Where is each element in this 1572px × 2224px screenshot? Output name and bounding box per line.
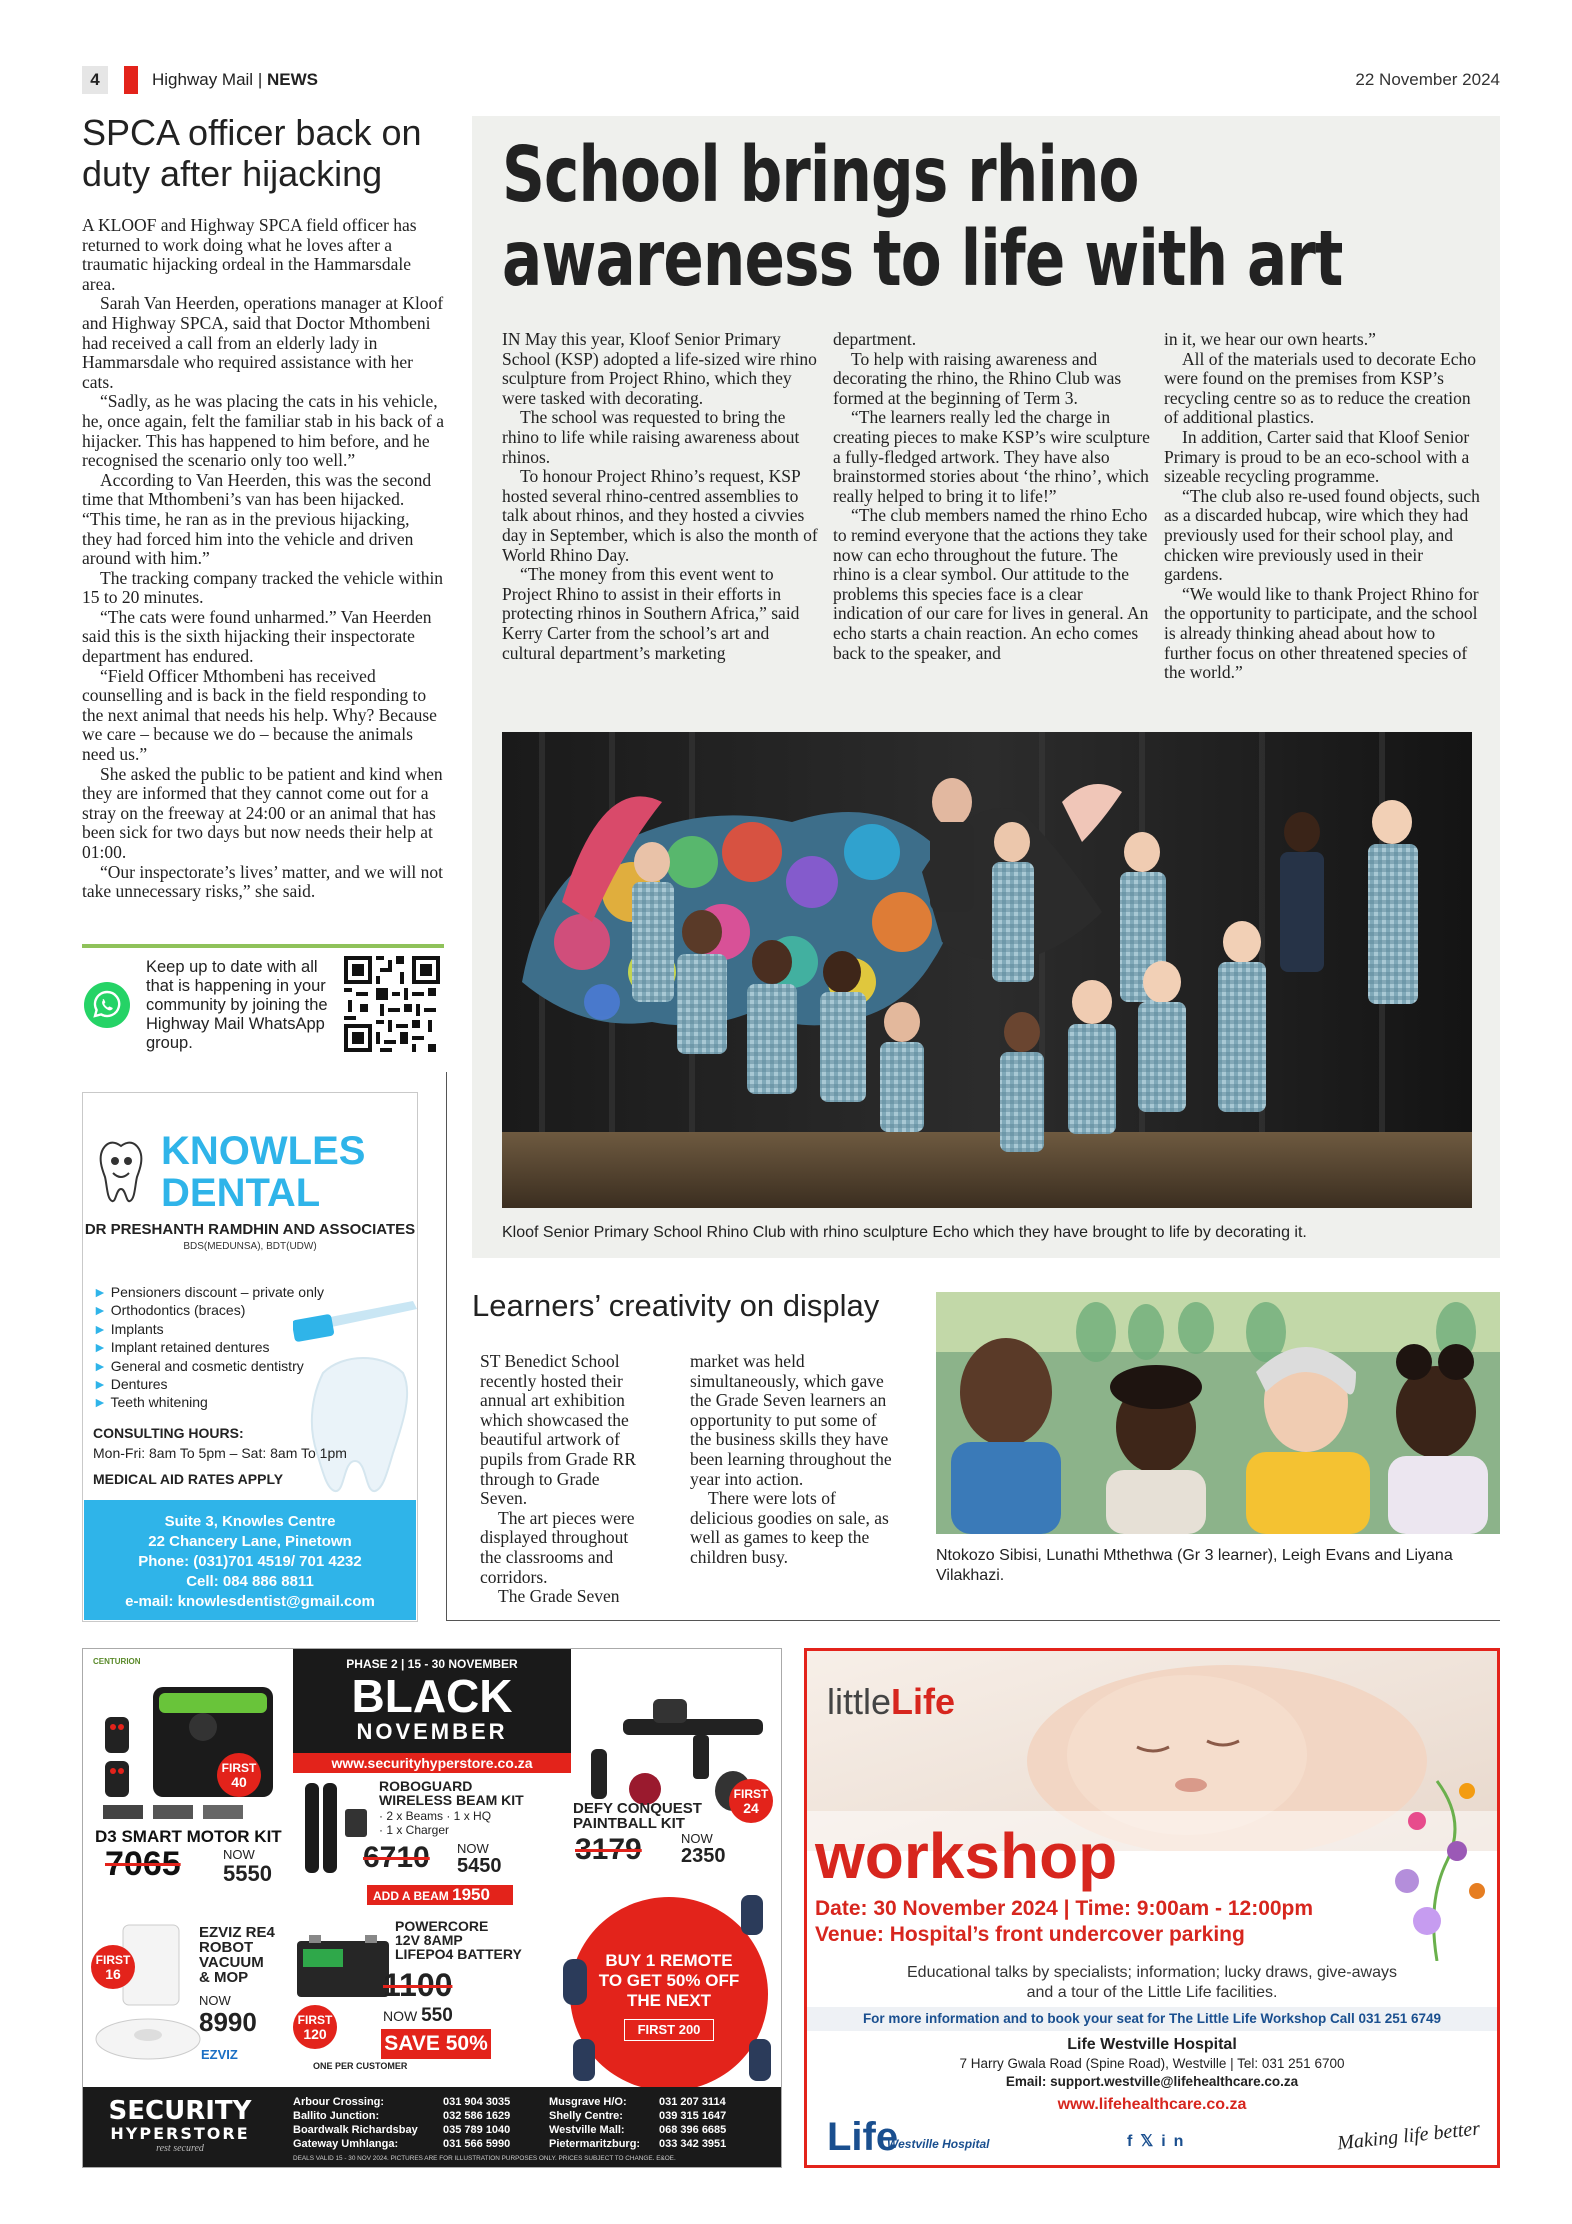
divider <box>446 1072 447 1620</box>
life-brand-logo: Life <box>827 2115 899 2159</box>
paragraph: in it, we hear our own hearts.” <box>1164 329 1376 349</box>
vacuum-now-price: 8990 <box>199 2007 257 2037</box>
hospital-address: 7 Harry Gwala Road (Spine Road), Westville | Tel: 031 251 6700 <box>959 2056 1345 2071</box>
vacuum-now-label: NOW <box>199 1993 231 2008</box>
page-number: 4 <box>82 66 108 94</box>
list-item: ► Implant retained dentures <box>93 1339 270 1356</box>
spca-headline: SPCA officer back on duty after hijacking <box>82 112 422 194</box>
workshop-venue: Venue: Hospital’s front undercover parking <box>815 1923 1245 1946</box>
beam-spec: · 2 x Beams · 1 x HQ <box>379 1809 492 1823</box>
beam-name1: ROBOGUARD <box>379 1778 473 1794</box>
dental-header <box>83 1093 417 1221</box>
gate-motor-icon <box>93 1677 283 1827</box>
paragraph: There were lots of delicious goodies on sale, as well as games to keep the children busy. <box>690 1488 889 1567</box>
beam-spec: · 1 x Charger <box>379 1823 450 1837</box>
issue-date: 22 November 2024 <box>1355 70 1500 89</box>
tooth-mascot-icon <box>93 1135 149 1207</box>
black-november-banner <box>293 1649 571 1753</box>
social-icons[interactable] <box>1127 2131 1207 2151</box>
branch-row: Arbour Crossing: 031 904 3035 <box>293 2096 511 2108</box>
branch-row: Musgrave H/O: 031 207 3114 <box>549 2096 726 2108</box>
paragraph: The Grade Seven <box>498 1586 620 1607</box>
battery-note: ONE PER CUSTOMER <box>313 2061 408 2071</box>
branch-row: Westville Mall: 068 396 6685 <box>549 2124 727 2136</box>
main-story-column-2 <box>833 330 1151 663</box>
vacuum-badge: FIRST 16 <box>91 1945 135 1989</box>
slogan: Making life better <box>1336 2117 1482 2155</box>
spca-paragraph: “Field Officer Mthombeni has received counselling and is back in the field responding to the next animal that needs his help. Why? Because we care – because we do – because the animals need us.” <box>82 665 437 765</box>
promo-phase: PHASE 2 | 15 - 30 NOVEMBER <box>346 1657 518 1671</box>
vacuum-name: EZVIZ RE4 ROBOT VACUUM & MOP <box>199 1924 275 1986</box>
spca-paragraph: The tracking company tracked the vehicle within 15 to 20 minutes. <box>82 567 444 608</box>
store-footer <box>83 2087 782 2168</box>
dental-name-line2: DENTAL <box>161 1171 321 1215</box>
learners-photo-caption: Ntokozo Sibisi, Lunathi Mthethwa (Gr 3 learner), Leigh Evans and Liyana Vilakhazi. <box>936 1547 1453 1584</box>
dental-qualifications: BDS(MEDUNSA), BDT(UDW) <box>183 1241 317 1252</box>
paragraph: To honour Project Rhino’s request, KSP hosted several rhino-centred assemblies to talk about rhinos, and they hosted a civvies day in September, which is also the month of World Rhino Day. <box>502 466 818 565</box>
battery-now: NOW 550 <box>383 2005 453 2026</box>
list-item: ► Teeth whitening <box>93 1394 208 1411</box>
flower-decoration-icon <box>1367 1761 1497 1961</box>
paragraph: “The club members named the rhino Echo to remind everyone that the actions they take now can echo throughout the future. The rhino is a clear symbol. Our attitude to the problems this species face is a clear indication of our care for lives in general. An echo starts a chain reaction. An echo comes back to the speaker, and <box>833 505 1149 663</box>
hospital-website[interactable]: www.lifehealthcare.co.za <box>1057 2096 1247 2113</box>
learners-column-2 <box>690 1352 902 1568</box>
workshop-description: Educational talks by specialists; information; lucky draws, give-aways and a tour of the Little Life facilities. <box>907 1964 1397 2001</box>
branch-row: Shelly Centre: 039 315 1647 <box>549 2110 727 2122</box>
paragraph: ST Benedict School recently hosted their annual art exhibition which showcased the beautiful artwork of pupils from Grade RR through to Grade Seven. <box>480 1351 637 1509</box>
divider <box>82 944 444 948</box>
facebook-icon[interactable]: f <box>1127 2133 1141 2150</box>
little-life-logo: littleLife <box>827 1681 956 1722</box>
branch-row: Ballito Junction: 032 586 1629 <box>293 2110 511 2122</box>
ezviz-logo: EZVIZ <box>201 2047 238 2062</box>
beam-sensor-icon <box>301 1779 371 1879</box>
security-hyperstore-ad[interactable] <box>82 1648 782 2168</box>
paintball-now-price: 2350 <box>681 1845 726 1867</box>
branch-list <box>549 2095 779 2151</box>
dental-contact-box <box>84 1500 416 1620</box>
store-url[interactable]: www.securityhyperstore.co.za <box>293 1753 571 1773</box>
paragraph: department. <box>833 329 917 349</box>
battery-badge: FIRST 120 <box>293 2005 337 2049</box>
learners-photo <box>936 1292 1500 1534</box>
remote-offer-line: BUY 1 REMOTE <box>605 1951 733 1970</box>
section-color-bar <box>124 66 138 94</box>
disclaimer: DEALS VALID 15 - 30 NOV 2024. PICTURES ARE FOR ILLUSTRATION PURPOSES ONLY. PRICES SUBJECT TO CHANGE. E&OE. <box>293 2155 676 2162</box>
spca-paragraph: “Sadly, as he was placing the cats in his vehicle, he, once again, felt the familiar stab in his back of a hijacker. This has happened to him before, and he recognised the scenario only too well.” <box>82 391 445 471</box>
whatsapp-promo-text: Keep up to date with all that is happening in your community by joining the Highway Mail WhatsApp group. <box>146 958 328 1052</box>
remote-offer-line: THE NEXT <box>626 1991 712 2010</box>
motor-now-label: NOW <box>223 1847 255 1862</box>
publication-name: Highway Mail <box>152 70 254 89</box>
list-item: ► Orthodontics (braces) <box>93 1302 246 1319</box>
motor-now-price: 5550 <box>223 1861 272 1886</box>
list-item: ► Pensioners discount – private only <box>93 1284 324 1300</box>
paragraph: “The club also re-used found objects, such as a discarded hubcap, wire which they had previously used for their school play, and chicken wire previously used in their gardens. <box>1164 485 1480 585</box>
whatsapp-icon[interactable] <box>84 982 130 1028</box>
booking-info: For more information and to book your seat for The Little Life Workshop Call 031 251 6749 <box>807 2007 1497 2031</box>
paragraph: “We would like to thank Project Rhino for the opportunity to participate, and the school is already thinking ahead about how to further focus on other threatened species of the world.” <box>1164 583 1479 683</box>
linkedin-icon[interactable]: in <box>1161 2133 1192 2150</box>
remote-offer-line: TO GET 50% OFF <box>598 1971 740 1990</box>
paintball-name1: DEFY CONQUEST <box>573 1800 702 1817</box>
main-story-column-3 <box>1164 330 1482 683</box>
learners-column-1 <box>480 1352 650 1607</box>
rhino-club-photo <box>502 732 1472 1208</box>
paragraph: “The learners really led the charge in creating pieces to make KSP’s wire sculpture a fully-fledged artwork. They have also brainstormed stories about ‘the rhino’, which really helped to bring it to life!” <box>833 407 1150 506</box>
dental-name-line1: KNOWLES <box>161 1129 366 1173</box>
branch-row: Boardwalk Richardsbay 035 789 1040 <box>293 2124 511 2136</box>
battery-save-badge: SAVE 50% <box>381 2029 491 2059</box>
little-life-workshop-ad[interactable] <box>804 1648 1500 2168</box>
remote-badge: FIRST 200 <box>624 2019 714 2041</box>
spca-paragraph: “The cats were found unharmed.” Van Heerden said this is the sixth hijacking their inspectorate department has endured. <box>82 606 432 667</box>
promo-black: BLACK <box>351 1670 513 1722</box>
paragraph: “The money from this event went to Project Rhino to assist in their efforts in protecting rhinos in Southern Africa,” said Kerry Carter from the school’s art and cultural department’s marketing <box>502 564 800 663</box>
paintball-name2: PAINTBALL KIT <box>573 1815 685 1832</box>
paintball-now-label: NOW <box>681 1831 713 1846</box>
main-story-column-1 <box>502 330 820 663</box>
spca-paragraph: “Our inspectorate’s lives’ matter, and we will not take unnecessary risks,” she said. <box>82 861 444 902</box>
section-name: NEWS <box>266 70 318 89</box>
beam-now-label: NOW <box>457 1841 489 1856</box>
workshop-title: workshop <box>815 1820 1118 1892</box>
remote-control-icon <box>553 1889 782 2089</box>
paintball-old-price: 3179 <box>575 1833 642 1866</box>
divider <box>446 1620 1500 1621</box>
dental-hours: Mon-Fri: 8am To 5pm – Sat: 8am To 1pm <box>93 1445 347 1461</box>
branch-row: Pietermaritzburg: 033 342 3951 <box>549 2138 727 2150</box>
hospital-name: Life Westville Hospital <box>1067 2036 1237 2053</box>
list-item: ► Dentures <box>93 1376 168 1393</box>
life-brand-sub: Westville Hospital <box>887 2137 990 2151</box>
spca-paragraph: Sarah Van Heerden, operations manager at Kloof and Highway SPCA, said that Doctor Mthombeni had received a call from an elderly lady in Hammarsdale who required assistance with her cats. <box>82 293 444 392</box>
dental-phone[interactable]: Phone: (031)701 4519/ 701 4232 <box>138 1553 362 1570</box>
spca-paragraph: According to Van Heerden, this was the second time that Mthombeni’s van has been hijacked. “This time, he ran as in the previous hijacking, they had forced him into the vehicle and driven around with him.” <box>82 469 432 569</box>
spca-paragraph: She asked the public to be patient and kind when they are informed that they cannot come out for a stray on the freeway at 24:00 or an animal that has been sick for two days but now needs their help at 01:00. <box>82 763 443 862</box>
motor-old-price: 7065 <box>105 1845 181 1883</box>
workshop-date: Date: 30 November 2024 | Time: 9:00am - 12:00pm <box>815 1897 1314 1920</box>
dental-cell[interactable]: Cell: 084 886 8811 <box>186 1573 314 1590</box>
dental-address: 22 Chancery Lane, Pinetown <box>148 1533 352 1550</box>
publication-section: Highway Mail | NEWS <box>152 70 318 89</box>
paragraph: market was held simultaneously, which gave the Grade Seven learners an opportunity to put some of the business skills they have been learning throughout the year into action. <box>690 1351 892 1489</box>
qr-code-icon[interactable] <box>344 956 440 1052</box>
beam-now-price: 5450 <box>457 1855 502 1877</box>
robot-vacuum-icon <box>93 1919 203 2069</box>
branch-row: Gateway Umhlanga: 031 566 5990 <box>293 2138 511 2150</box>
promo-november: NOVEMBER <box>356 1719 508 1744</box>
dental-address: Suite 3, Knowles Centre <box>164 1513 336 1530</box>
store-logo: SECURITY HYPERSTORE rest secured <box>108 2096 252 2154</box>
battery-old-price: 1100 <box>383 1967 453 2003</box>
paintball-badge: FIRST 24 <box>729 1779 773 1823</box>
motor-name: D3 SMART MOTOR KIT <box>95 1827 282 1846</box>
paragraph: All of the materials used to decorate Echo were found on the premises from KSP’s recycling centre so as to reduce the creation of additional plastics. <box>1164 348 1476 428</box>
beam-old-price: 6710 <box>363 1841 430 1874</box>
paragraph: The school was requested to bring the rhino to life while raising awareness about rhinos. <box>502 407 800 467</box>
spca-paragraph: A KLOOF and Highway SPCA field officer has returned to work doing what he loves after a traumatic hijacking ordeal in the Hammarsdale area. <box>82 215 417 294</box>
dental-hours-label: CONSULTING HOURS: <box>93 1425 244 1441</box>
battery-name: POWERCORE 12V 8AMP LIFEPO4 BATTERY <box>395 1918 522 1962</box>
motor-badge: FIRST 40 <box>217 1753 261 1797</box>
branch-list <box>293 2095 543 2151</box>
spca-body <box>82 216 444 902</box>
x-icon[interactable]: 𝕏 <box>1140 2133 1162 2150</box>
dental-services <box>93 1283 333 1412</box>
list-item: ► General and cosmetic dentistry <box>93 1357 304 1374</box>
dental-practice: DR PRESHANTH RAMDHIN AND ASSOCIATES <box>84 1221 416 1238</box>
learners-headline: Learners’ creativity on display <box>472 1288 880 1323</box>
dental-medical-aid: MEDICAL AID RATES APPLY <box>93 1471 284 1487</box>
add-beam-button[interactable]: ADD A BEAM 1950 <box>367 1885 513 1905</box>
paragraph: To help with raising awareness and decorating the rhino, the Rhino Club was formed at the beginning of Term 3. <box>833 348 1122 408</box>
beam-name2: WIRELESS BEAM KIT <box>379 1792 524 1808</box>
paragraph: In addition, Carter said that Kloof Senior Primary is proud to be an eco-school with a sizeable recycling programme. <box>1164 426 1470 487</box>
list-item: ► Implants <box>93 1320 164 1337</box>
dental-email[interactable]: e-mail: knowlesdentist@gmail.com <box>125 1593 375 1610</box>
paragraph: IN May this year, Kloof Senior Primary School (KSP) adopted a life-sized wire rhino sculpture from Project Rhino, which they were tasked with decorating. <box>502 329 817 408</box>
battery-icon <box>293 1931 393 2001</box>
main-headline: School brings rhino awareness to life with art <box>502 131 1343 304</box>
centurion-logo: CENTURION <box>93 1657 141 1666</box>
photo-caption: Kloof Senior Primary School Rhino Club with rhino sculpture Echo which they have brought to life by decorating it. <box>502 1224 1307 1241</box>
hospital-email[interactable]: Email: support.westville@lifehealthcare.co.za <box>1005 2074 1299 2089</box>
paragraph: The art pieces were displayed throughout the classrooms and corridors. <box>480 1507 635 1587</box>
